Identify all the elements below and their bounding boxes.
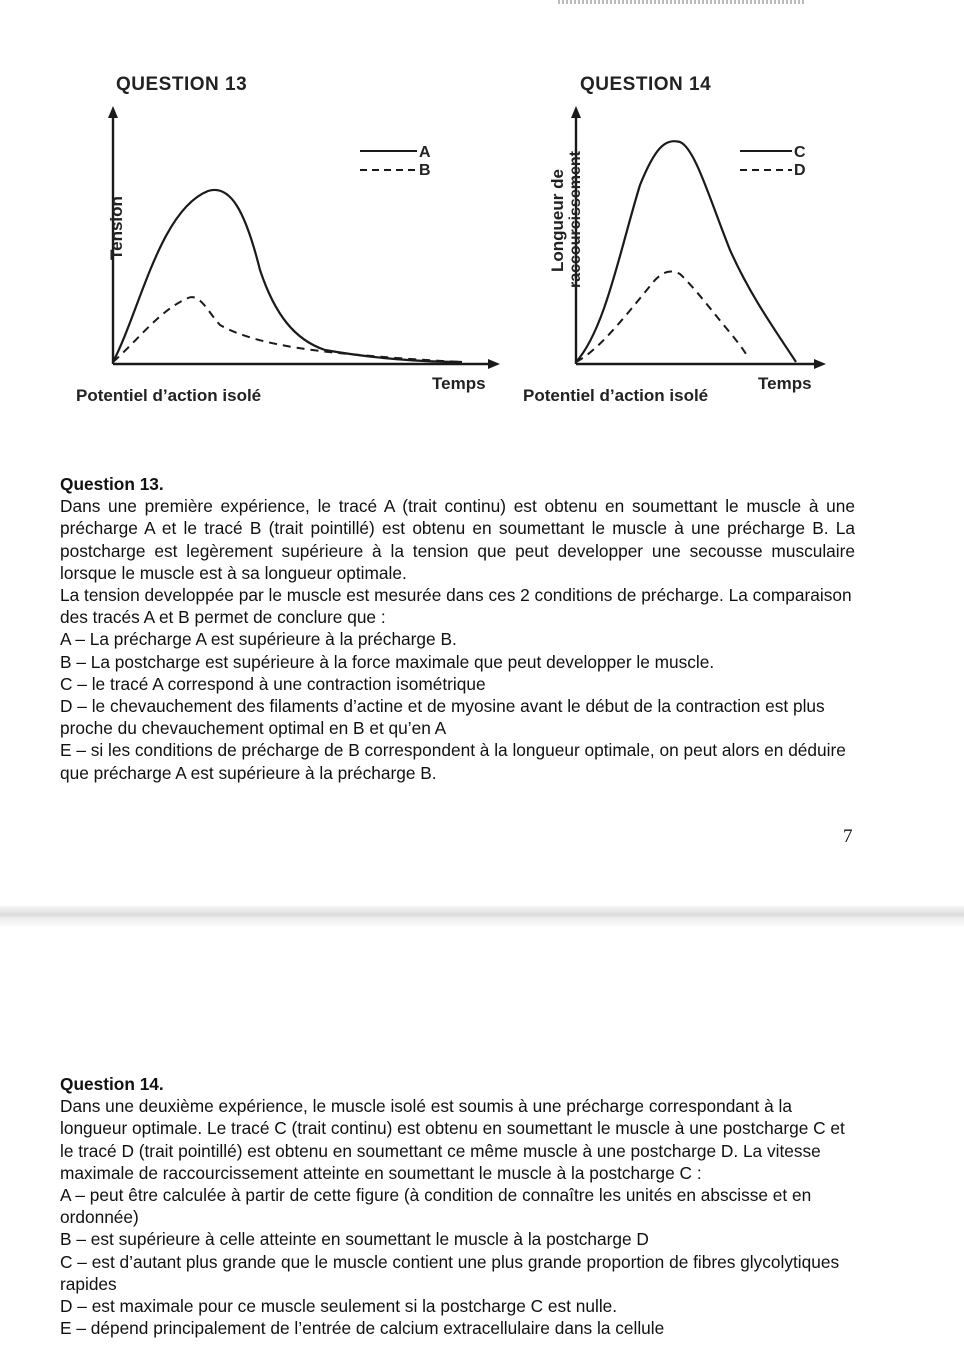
question-14-option-c: C – est d’autant plus grande que le muscle contient une plus grande proportion de fibres glycolytiques rapides [60, 1251, 840, 1294]
figure-title-q13: QUESTION 13 [116, 74, 248, 95]
question-13-title: Question 13. [60, 474, 164, 494]
x-axis-arrow-q13 [488, 359, 500, 369]
stimulus-label-q13: Potentiel d’action isolé [76, 386, 262, 405]
legend-label-C: C [794, 144, 806, 161]
y-axis-label-q14-line1: Longueur de [548, 169, 567, 272]
y-axis-arrow-q14 [571, 106, 581, 118]
y-axis-arrow-q13 [108, 106, 118, 118]
figure-question-14 [520, 60, 850, 410]
graph-q14 [520, 60, 850, 410]
question-14-option-b: B – est supérieure à celle atteinte en soumettant le muscle à la postcharge D [60, 1229, 649, 1250]
question-13-block [60, 473, 855, 784]
x-axis-arrow-q14 [814, 359, 826, 369]
question-14-intro: Dans une deuxième expérience, le muscle isolé est soumis à une précharge correspondant à la longueur optimale. Le tracé C (trait continu) est obtenu en soumettant le muscle à une postcharge C et le tracé D (trait pointillé) est obtenu en soumettant ce même muscle à une postcharge D. La vitesse maximale de raccourcissement atteinte en soumettant le muscle à la postcharge C : [60, 1096, 845, 1183]
legend-label-D: D [794, 162, 806, 179]
question-14-option-a: A – peut être calculée à partir de cette figure (à condition de connaître les unités en abscisse et en ordonnée) [60, 1185, 812, 1228]
x-axis-label-q14: Temps [758, 374, 812, 393]
question-13-option-d: D – le chevauchement des filaments d’actine et de myosine avant le début de la contraction est plus proche du chevauchement optimal en B et qu’en A [60, 696, 825, 739]
question-14-option-e: E – dépend principalement de l’entrée de calcium extracellulaire dans la cellule [60, 1318, 665, 1339]
question-13-option-e: E – si les conditions de précharge de B correspondent à la longueur optimale, on peut alors en déduire que précharge A est supérieure à la précharge B. [60, 740, 846, 783]
page-number: 7 [843, 826, 853, 847]
figure-title-q14: QUESTION 14 [580, 74, 712, 95]
stimulus-label-q14: Potentiel d’action isolé [523, 386, 709, 405]
question-14-option-d: D – est maximale pour ce muscle seulement si la postcharge C est nulle. [60, 1296, 618, 1317]
legend-label-A: A [419, 144, 431, 161]
question-13-option-c: C – le tracé A correspond à une contraction isométrique [60, 673, 486, 694]
legend-label-B: B [419, 162, 431, 179]
graph-q13 [60, 60, 510, 410]
y-axis-label-q14-line2: raccourcissement [567, 151, 584, 288]
question-14-title: Question 14. [60, 1074, 164, 1094]
x-axis-label-q13: Temps [432, 374, 486, 393]
page-break-divider [0, 906, 964, 926]
scan-top-artifact [558, 0, 806, 4]
question-13-intro-paragraph-2: La tension developpée par le muscle est mesurée dans ces 2 conditions de précharge. La comparaison des tracés A et B permet de conclure que : [60, 585, 852, 628]
curve-B [113, 297, 462, 362]
question-13-option-b: B – La postcharge est supérieure à la force maximale que peut developper le muscle. [60, 651, 715, 672]
figure-question-13 [60, 60, 510, 410]
y-axis-label-q13: Tension [107, 196, 126, 260]
question-13-option-a: A – La précharge A est supérieure à la précharge B. [60, 629, 457, 650]
curve-C [576, 141, 796, 362]
curve-A [113, 190, 462, 362]
question-14-block [60, 1073, 855, 1339]
question-13-intro-paragraph-1: Dans une première expérience, le tracé A (trait continu) est obtenu en soumettant le muscle à une précharge A et le tracé B (trait pointillé) est obtenu en soumettant le muscle à une précharge B. La postcharge est legèrement supérieure à la tension que peut developper une secousse musculaire lorsque le muscle est à sa longueur optimale. [60, 496, 855, 583]
